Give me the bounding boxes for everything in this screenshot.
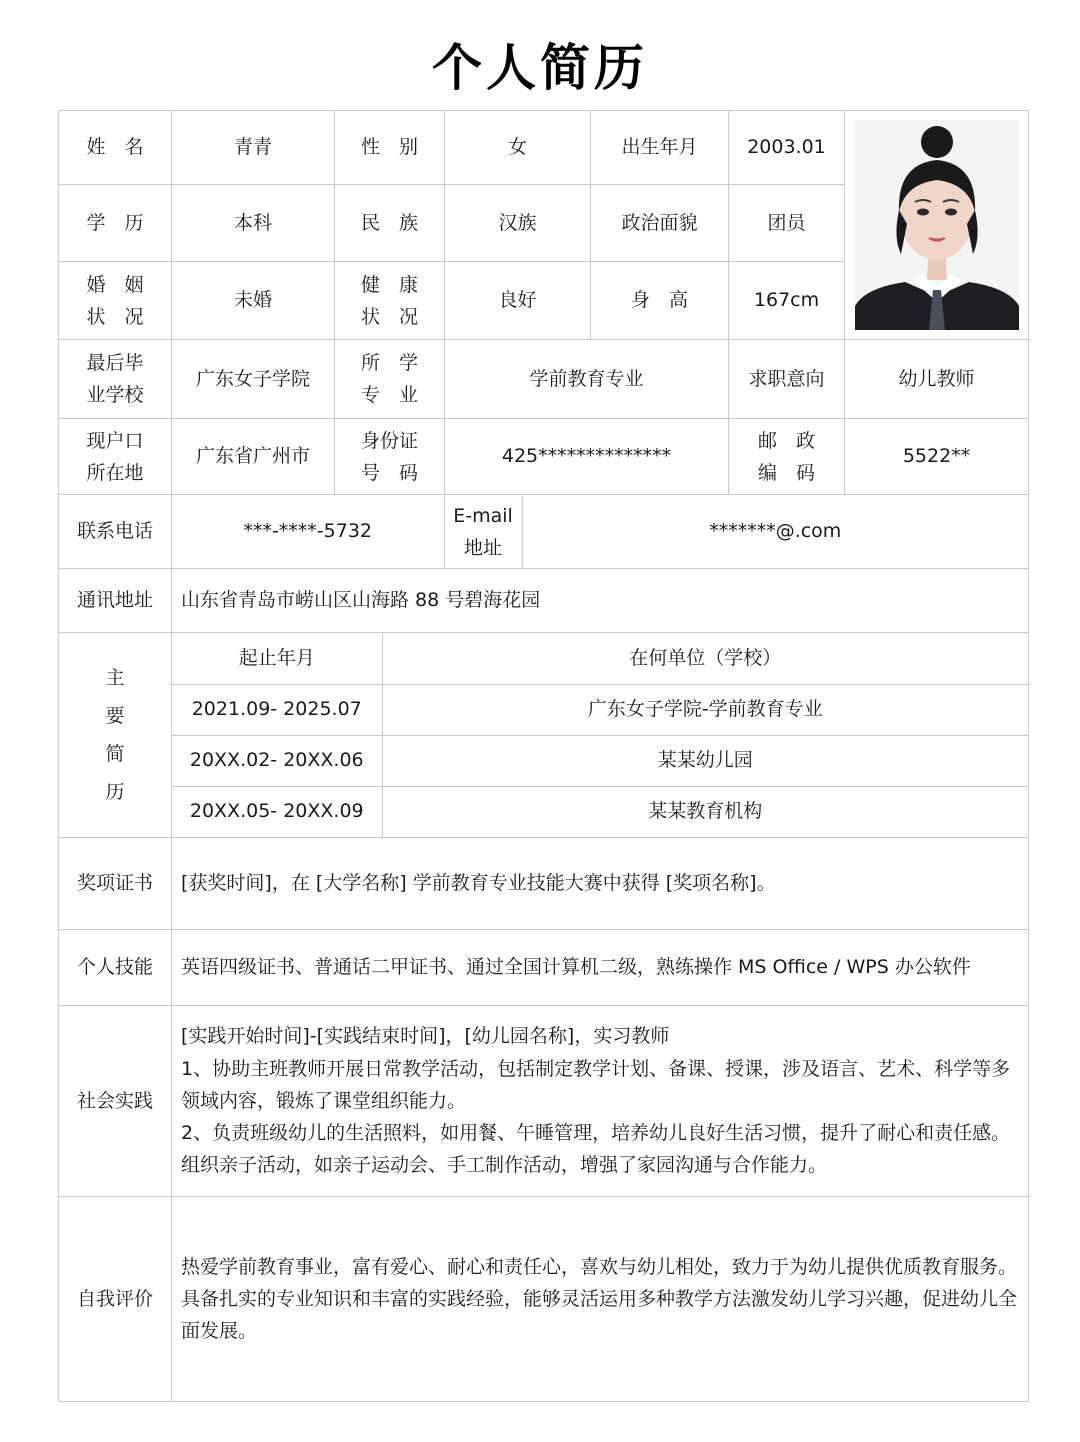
edu-label: 学 历 [59,185,172,262]
school-label-line2: 业学校 [86,384,144,406]
resume-table [58,110,1029,1402]
history-header-row [172,634,1028,685]
hukou-label-line2: 所在地 [86,461,144,484]
photo-cell [845,111,1029,340]
history-period: 2021.09- 2025.07 [172,684,382,735]
address-value: 山东省青岛市崂山区山海路 88 号碧海花园 [172,569,1029,633]
edu-value: 本科 [172,185,335,262]
email-value: *******@.com [709,520,842,543]
contact-subtable [172,496,1028,568]
practice-content [172,1006,1029,1197]
awards-label: 奖项证书 [59,838,172,930]
email-label-line2: 地址 [463,536,502,559]
contact-row [172,495,1029,569]
email-label-line1: E-mail [453,504,513,527]
zip-label-line1: 邮 政 [757,429,815,452]
gender-label: 性 别 [335,111,445,185]
table-row [172,786,1028,837]
intent-label: 求职意向 [729,340,845,419]
skills-text: 英语四级证书、普通话二甲证书、通过全国计算机二级，熟练操作 MS Office / WPS 办公软件 [172,930,1029,1006]
history-table-cell [172,633,1029,838]
hukou-label [59,419,172,495]
history-label-char: 要 [105,705,125,727]
political-label: 政治面貌 [591,185,729,262]
history-unit: 某某幼儿园 [382,735,1028,786]
zip-label [729,419,845,495]
practice-label: 社会实践 [59,1006,172,1197]
profile-photo [855,120,1019,330]
practice-line: 2、负责班级幼儿的生活照料，如用餐、午睡管理，培养幼儿良好生活习惯，提升了耐心和责任感。组织亲子活动，如亲子运动会、手工制作活动，增强了家园沟通与合作能力。 [181,1122,1011,1177]
name-label: 姓 名 [59,111,172,185]
health-label-line2: 状 况 [360,305,418,328]
history-label-char: 简 [105,743,125,765]
school-value: 广东女子学院 [172,340,335,419]
history-subtable [172,634,1028,837]
hukou-value: 广东省广州市 [172,419,335,495]
phone-label: 联系电话 [59,495,172,569]
history-label-char: 历 [105,781,125,803]
history-period: 20XX.05- 20XX.09 [172,786,382,837]
id-value: 425************** [445,419,729,495]
awards-text: [获奖时间]，在 [大学名称] 学前教育专业技能大赛中获得 [奖项名称]。 [172,838,1029,930]
major-label-line2: 专 业 [360,384,418,406]
birth-label: 出生年月 [591,111,729,185]
ethnic-label: 民 族 [335,185,445,262]
ethnic-value: 汉族 [445,185,591,262]
practice-line: [实践开始时间]-[实践结束时间]，[幼儿园名称]，实习教师 [181,1025,670,1048]
history-unit: 某某教育机构 [648,800,763,823]
health-value: 良好 [445,262,591,340]
health-label [335,262,445,340]
phone-value: ***-****-5732 [172,496,444,568]
zip-value: 5522** [845,419,1029,495]
marital-label [59,262,172,340]
political-value: 团员 [729,185,845,262]
gender-value: 女 [445,111,591,185]
id-label-line2: 号 码 [360,461,418,484]
id-label-line1: 身份证 [360,429,418,452]
marital-value: 未婚 [172,262,335,340]
marital-label-line2: 状 况 [86,305,144,328]
history-col-unit: 在何单位（学校） [382,634,1028,685]
marital-label-line1: 婚 姻 [86,273,144,296]
self-eval-label: 自我评价 [59,1197,172,1402]
self-eval-text: 热爱学前教育事业，富有爱心、耐心和责任心，喜欢与幼儿相处，致力于为幼儿提供优质教育服务。具备扎实的专业知识和丰富的实践经验，能够灵活运用多种教学方法激发幼儿学习兴趣，促进幼儿全面发展。 [172,1197,1029,1402]
height-value: 167cm [729,262,845,340]
history-col-period: 起止年月 [172,634,382,685]
major-label-line1: 所 学 [360,352,418,374]
page-title: 个人简历 [432,39,648,97]
major-label [335,340,445,419]
skills-label: 个人技能 [59,930,172,1006]
table-row [172,684,1028,735]
email-label [444,496,522,568]
history-label [59,633,172,838]
major-value: 学前教育专业 [445,340,729,419]
intent-value: 幼儿教师 [845,340,1029,419]
name-value: 青青 [172,111,335,185]
history-period: 20XX.02- 20XX.06 [172,735,382,786]
zip-label-line2: 编 码 [757,461,815,484]
height-label: 身 高 [591,262,729,340]
history-unit: 广东女子学院-学前教育专业 [382,684,1028,735]
address-label: 通讯地址 [59,569,172,633]
school-label-line1: 最后毕 [86,352,144,374]
hukou-label-line1: 现户口 [86,429,144,452]
school-label [59,340,172,419]
practice-line: 1、协助主班教师开展日常教学活动，包括制定教学计划、备课、授课，涉及语言、艺术、科学等多领域内容，锻炼了课堂组织能力。 [181,1057,1011,1112]
health-label-line1: 健 康 [360,273,418,296]
id-label [335,419,445,495]
table-row [172,735,1028,786]
history-label-char: 主 [105,667,125,689]
birth-value: 2003.01 [729,111,845,185]
